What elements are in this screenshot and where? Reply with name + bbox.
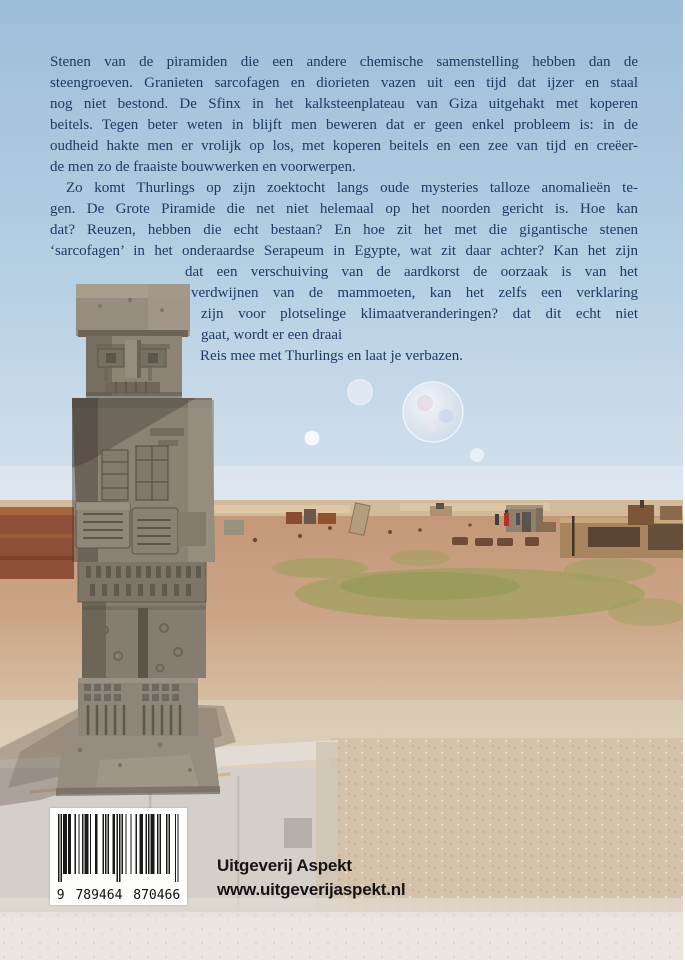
- gateway-of-the-sun: [506, 505, 543, 532]
- statue-belt: [78, 560, 206, 602]
- text-line: dat? Reuzen, hebben die echt bestaan? En hoe zit het met die gigantische stenen: [50, 222, 638, 238]
- text-line: dat een verschuiving van de aardkorst de oorzaak is van het: [185, 264, 638, 280]
- text-line: Zo komt Thurlings op zijn zoektocht langs oude mysteries talloze anomalieën te-: [66, 180, 638, 196]
- back-cover-blurb: [50, 52, 638, 367]
- publisher-name: Uitgeverij Aspekt: [217, 856, 352, 875]
- publisher-website: www.uitgeverijaspekt.nl: [217, 880, 406, 899]
- text-line: gaat, wordt er een draai: [201, 327, 343, 343]
- barcode-bars: [50, 808, 187, 886]
- statue-feet: [78, 678, 198, 736]
- text-line: de men zo de fraaiste bouwwerken en voorwerpen.: [50, 159, 356, 175]
- isbn-barcode: [50, 808, 187, 905]
- text-line: ‘sarcofagen’ in het onderaardse Serapeum in Egypte, wat zit daar achter? Kan het zijn: [50, 243, 638, 259]
- text-line: gen. De Grote Piramide die net niet helemaal op het noorden gericht is. Hoe kan: [50, 201, 638, 217]
- text-line: beitels. Tegen beter weten in blijft men beweren dat er geen enkel probleem is: in de: [50, 117, 638, 133]
- blurb-paragraph-1: [50, 52, 638, 178]
- text-line: zijn voor plotselinge klimaatveranderingen? dat dit echt niet: [201, 306, 638, 322]
- publisher-block: [217, 854, 405, 902]
- statue-torso: [72, 398, 215, 562]
- statue-legs: [82, 602, 206, 678]
- text-line: Stenen van de piramiden die een andere chemische samenstelling hebben dan de: [50, 54, 638, 70]
- statue-base: [56, 727, 220, 796]
- blurb-paragraph-2-wrapped: [185, 262, 638, 346]
- barcode-number: 9 789464 870466: [56, 888, 181, 903]
- blurb-paragraph-2: [50, 178, 638, 262]
- text-line: oudheid hakte men er vrolijk op los, met koperen beitels en een zee van tijd en creëer-: [50, 138, 638, 154]
- closing-line: Reis mee met Thurlings en laat je verbazen.: [200, 348, 463, 364]
- text-line: steengroeven. Granieten sarcofagen en diorieten vazen uit een tijd dat ijzer en staal: [50, 75, 638, 91]
- text-line: verdwijnen van de mammoeten, kan het zelfs een verklaring: [191, 285, 638, 301]
- text-line: nog niet bestond. De Sfinx in het kalksteenplateau van Giza uitgehakt met koperen: [50, 96, 638, 112]
